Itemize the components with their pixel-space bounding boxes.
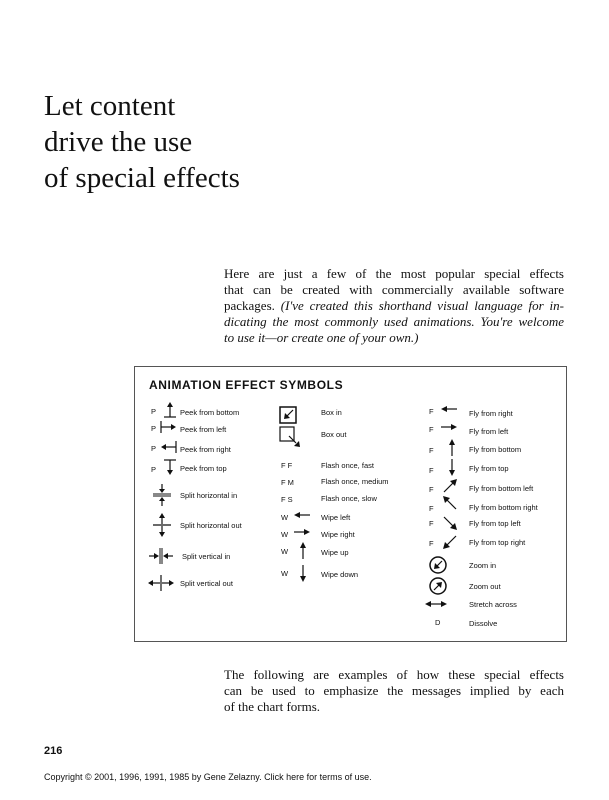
split-horizontal-out-icon xyxy=(151,513,173,537)
double-arrow-icon xyxy=(425,599,447,609)
effect-code: P xyxy=(151,465,157,474)
effect-label: Peek from bottom xyxy=(180,408,240,417)
title-line: Let content xyxy=(44,90,176,122)
effect-label: Flash once, medium xyxy=(321,477,389,486)
effect-code: F xyxy=(429,504,434,513)
effect-code: F xyxy=(429,407,434,416)
intro-line xyxy=(224,330,564,346)
effect-label: Flash once, fast xyxy=(321,461,374,470)
outro-paragraph xyxy=(224,667,564,715)
split-horizontal-in-icon xyxy=(151,484,173,506)
effect-code: F xyxy=(429,485,434,494)
outro-line: The following are examples of how these special effects xyxy=(224,667,564,682)
intro-italic-text: to use it—or create one of your own.) xyxy=(224,330,419,345)
page-number: 216 xyxy=(44,745,63,757)
effect-label: Box in xyxy=(321,408,342,417)
arrow-down-icon xyxy=(298,565,308,582)
effect-code: F xyxy=(429,425,434,434)
effect-code: W xyxy=(281,547,289,556)
arrow-down-icon xyxy=(447,459,457,476)
effect-label: Fly from bottom left xyxy=(469,484,534,493)
intro-text: packages. xyxy=(224,298,281,313)
animation-symbols-figure xyxy=(134,366,567,642)
arrow-down-right-icon xyxy=(443,516,457,530)
zoom-in-icon xyxy=(429,556,447,574)
effect-label: Wipe up xyxy=(321,548,349,557)
effect-code: W xyxy=(281,569,289,578)
effect-label: Split horizontal out xyxy=(180,521,242,530)
copyright-link[interactable]: Copyright © 2001, 1996, 1991, 1985 by Gene Zelazny. Click here for terms of use. xyxy=(44,772,372,782)
arrow-left-icon xyxy=(441,404,457,414)
effect-label: Wipe right xyxy=(321,530,355,539)
title-line: drive the use xyxy=(44,126,193,158)
effect-label: Peek from top xyxy=(180,464,227,473)
split-vertical-in-icon xyxy=(149,547,173,565)
effect-code: F F xyxy=(281,461,293,470)
intro-italic-text: (I've created this shorthand visual language for in- xyxy=(280,298,564,313)
effect-code: F xyxy=(429,446,434,455)
effect-label: Split vertical in xyxy=(182,552,231,561)
effect-label: Fly from top right xyxy=(469,538,526,547)
box-out-icon xyxy=(279,426,301,448)
effect-label: Box out xyxy=(321,430,347,439)
effect-code: P xyxy=(151,407,157,416)
arrow-up-left-icon xyxy=(443,496,457,510)
effect-label: Wipe left xyxy=(321,513,351,522)
outro-line: can be used to emphasize the messages implied by each xyxy=(224,683,564,698)
intro-line xyxy=(224,298,564,314)
effect-label: Peek from left xyxy=(180,425,227,434)
effect-label: Fly from top xyxy=(469,464,509,473)
effect-label: Flash once, slow xyxy=(321,494,377,503)
effect-code: F S xyxy=(281,495,293,504)
peek-from-top-icon xyxy=(163,459,177,475)
effect-code: F M xyxy=(281,478,294,487)
effect-code: W xyxy=(281,513,289,522)
arrow-up-right-icon xyxy=(443,479,457,493)
effect-label: Split horizontal in xyxy=(180,491,238,500)
intro-line: Here are just a few of the most popular special effects xyxy=(224,266,564,281)
effect-label: Zoom in xyxy=(469,561,497,570)
box-in-icon xyxy=(279,406,297,424)
effect-code: W xyxy=(281,530,289,539)
effect-label: Wipe down xyxy=(321,570,359,579)
effect-code: P xyxy=(151,424,157,433)
zoom-out-icon xyxy=(429,577,447,595)
arrow-right-icon xyxy=(294,527,310,537)
intro-paragraph xyxy=(224,266,564,346)
effect-code: F xyxy=(429,539,434,548)
peek-from-bottom-icon xyxy=(163,402,177,418)
effect-label: Zoom out xyxy=(469,582,501,591)
effect-code: F xyxy=(429,466,434,475)
effect-label: Fly from left xyxy=(469,427,509,436)
intro-italic-text: dicating the most commonly used animations. You're welcome xyxy=(224,314,564,329)
outro-line: of the chart forms. xyxy=(224,699,321,714)
arrow-left-icon xyxy=(294,510,310,520)
effect-label: Fly from right xyxy=(469,409,513,418)
effect-code: F xyxy=(429,519,434,528)
effect-label: Split vertical out xyxy=(180,579,233,588)
intro-line: that can be created with commercially available software xyxy=(224,282,564,297)
arrow-up-icon xyxy=(298,542,308,559)
effect-label: Peek from right xyxy=(180,445,231,454)
figure-title: ANIMATION EFFECT SYMBOLS xyxy=(149,378,344,392)
arrow-right-icon xyxy=(441,422,457,432)
peek-from-left-icon xyxy=(160,420,177,434)
effect-label: Fly from bottom xyxy=(469,445,522,454)
arrow-down-left-icon xyxy=(443,535,457,549)
title-line: of special effects xyxy=(44,162,240,194)
effect-code: D xyxy=(435,618,441,627)
peek-from-right-icon xyxy=(160,440,177,454)
page-title xyxy=(44,88,344,196)
effect-label: Dissolve xyxy=(469,619,498,628)
arrow-up-icon xyxy=(447,439,457,456)
effect-label: Fly from bottom right xyxy=(469,503,538,512)
split-vertical-out-icon xyxy=(148,574,174,592)
effect-label: Fly from top left xyxy=(469,519,521,528)
effect-code: P xyxy=(151,444,157,453)
intro-line xyxy=(224,314,564,330)
effect-label: Stretch across xyxy=(469,600,517,609)
